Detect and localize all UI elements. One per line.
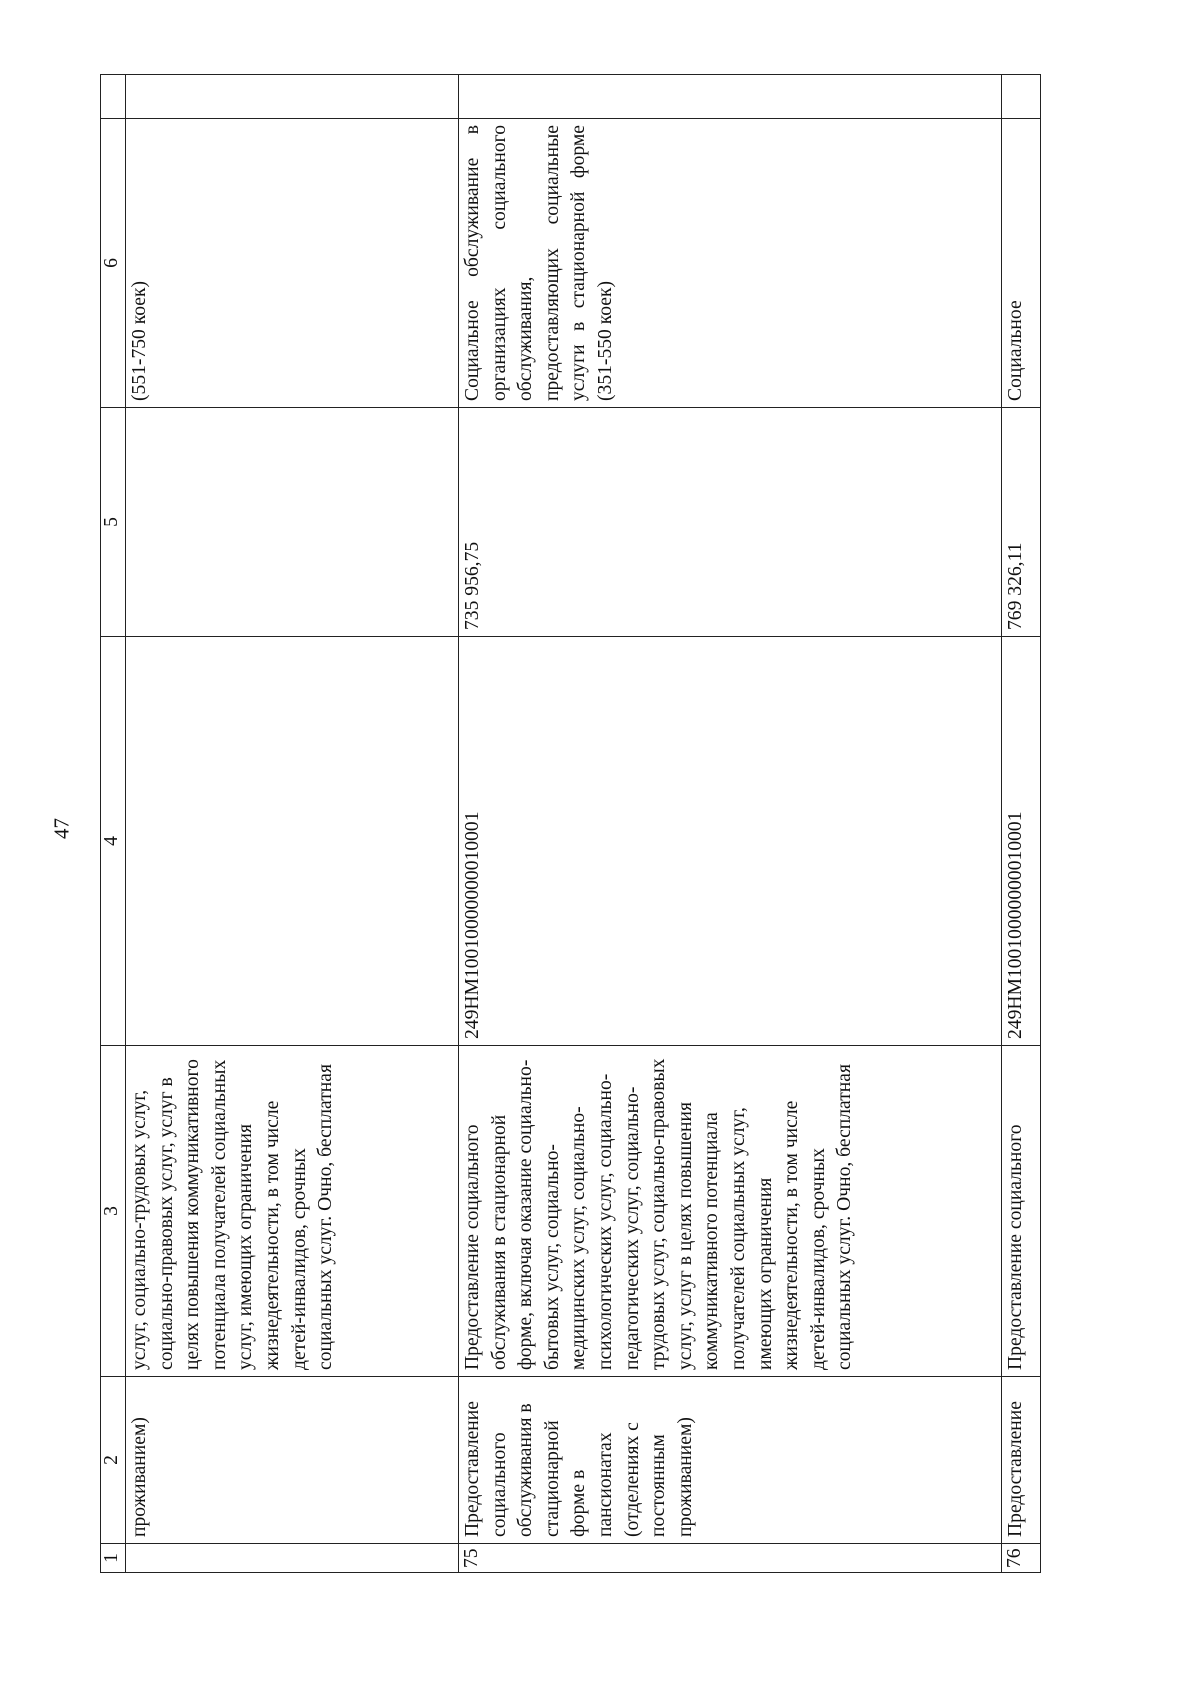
header-col-1: 1 [101,1544,126,1573]
header-col-blank [101,75,126,119]
service-name: проживанием) [126,1377,459,1544]
header-col-4: 4 [101,637,126,1046]
cost-amount [126,408,459,637]
header-col-2: 2 [101,1377,126,1544]
cost-amount: 735 956,75 [459,408,1002,637]
blank-cell [459,75,1002,119]
header-col-3: 3 [101,1046,126,1377]
service-note: Социальное обслуживание в организациях социального обслуживания, предоставляющих социальные услуги в стационарной форме (351-550 коек) [459,119,1002,408]
service-note: (551-750 коек) [126,119,459,408]
service-content: Предоставление социального [1002,1046,1041,1377]
header-col-5: 5 [101,408,126,637]
page-number: 47 [49,818,74,839]
row-number: 75 [459,1544,1002,1573]
header-row [101,75,126,1573]
blank-cell [126,75,459,119]
row-number [126,1544,459,1573]
registry-code [126,637,459,1046]
registry-code: 249НМ10010000000010001 [1002,637,1041,1046]
header-col-6: 6 [101,119,126,408]
table-row [459,75,1002,1573]
cost-amount: 769 326,11 [1002,408,1041,637]
table-row [1002,75,1041,1573]
services-table [100,74,1041,1573]
row-number: 76 [1002,1544,1041,1573]
rotated-table-container [100,98,1095,1573]
service-name: Предоставление социального обслуживания в стационарной форме в пансионатах (отделениях с постоянным проживанием) [459,1377,1002,1544]
blank-cell [1002,75,1041,119]
table-row [126,75,459,1573]
service-content: услуг, социально-трудовых услуг, социально-правовых услуг, услуг в целях повышения коммуникативного потенциала получателей социальных услуг, имеющих ограничения жизнедеятельности, в том числе детей-инвалидов, срочных социальных услуг. Очно, бесплатная [126,1046,459,1377]
registry-code: 249НМ10010000000010001 [459,637,1002,1046]
service-content: Предоставление социального обслуживания в стационарной форме, включая оказание социально-бытовых услуг, социально-медицинских услуг, социально-психологических услуг, социально-педагогических услуг, социально-трудовых услуг, социально-правовых услуг, услуг в целях повышения коммуникативного потенциала получателей социальных услуг, имеющих ограничения жизнедеятельности, в том числе детей-инвалидов, срочных социальных услуг. Очно, бесплатная [459,1046,1002,1377]
service-note: Социальное [1002,119,1041,408]
service-name: Предоставление [1002,1377,1041,1544]
